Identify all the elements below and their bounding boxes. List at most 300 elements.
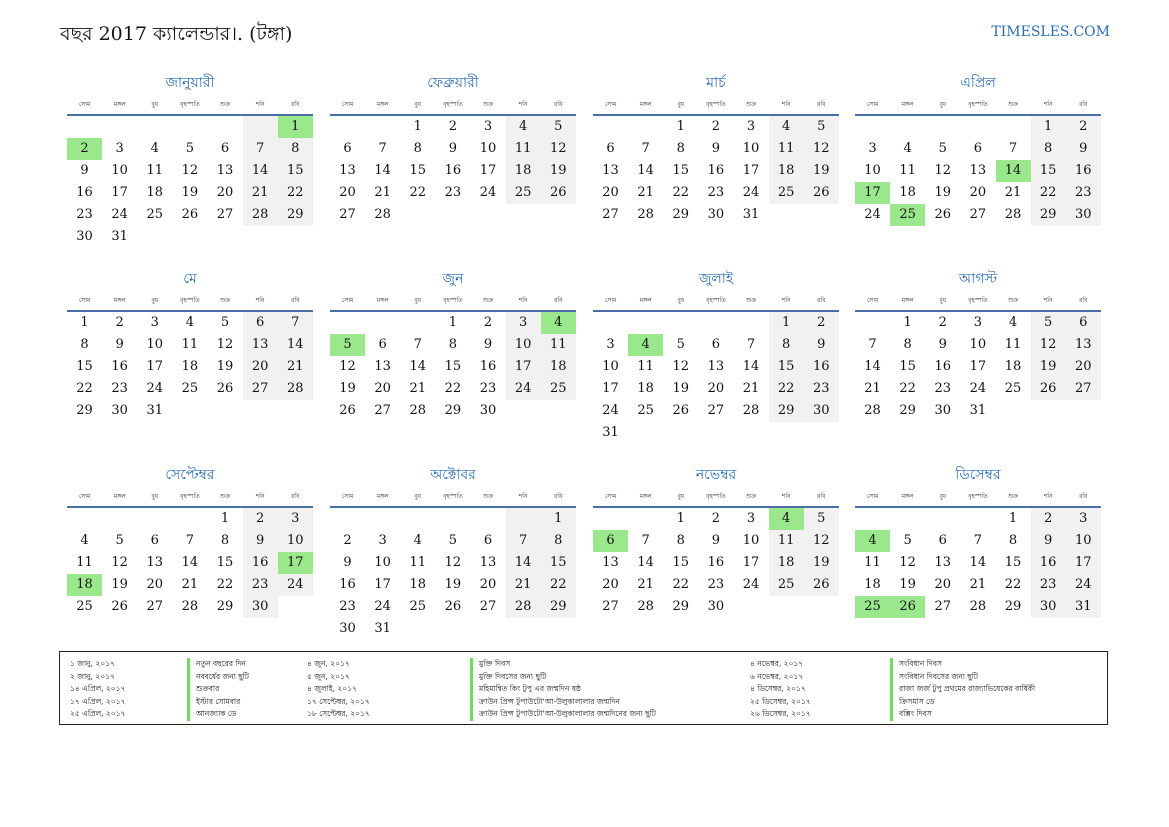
month-name: জানুয়ারী: [165, 75, 215, 91]
day-cell: 1: [541, 508, 576, 530]
day-cell: 20: [1066, 356, 1101, 378]
day-cell: 3: [868, 141, 877, 156]
day-cell: 2: [483, 315, 493, 330]
day-grid: [67, 312, 313, 422]
empty-cell: [890, 116, 925, 138]
month-block: [593, 70, 839, 226]
weekday-label: বুধ: [939, 297, 947, 304]
day-cell: 12: [1031, 334, 1066, 356]
day-cell: 27: [602, 207, 619, 222]
day-cell: 25: [769, 574, 804, 596]
day-cell: 12: [541, 138, 576, 160]
day-cell: 7: [378, 141, 387, 156]
day-cell: 15: [1031, 160, 1066, 182]
day-cell: 17: [969, 359, 987, 374]
day-cell: 14: [864, 359, 881, 374]
legend-dates-column: [307, 658, 370, 721]
day-grid: [855, 116, 1101, 226]
day-cell: 29: [769, 400, 804, 422]
day-cell: 1: [1008, 511, 1018, 526]
day-cell: 19: [804, 552, 839, 574]
day-cell: 12: [216, 337, 234, 352]
day-cell: 8: [541, 530, 576, 552]
day-cell: 24: [374, 599, 391, 614]
day-cell: 16: [1031, 552, 1066, 574]
day-cell: 13: [216, 163, 234, 178]
day-cell: 3: [973, 315, 983, 330]
day-cell: 24: [742, 577, 760, 592]
weekday-label: রবি: [1079, 101, 1088, 108]
weekday-label: শুক্র: [482, 297, 494, 304]
day-cell: 9: [483, 337, 493, 352]
month-name: ফেব্রুয়ারী: [427, 75, 479, 91]
month-block: [855, 70, 1101, 226]
weekday-label: মঙ্গল: [901, 493, 914, 500]
day-cell: 14: [506, 552, 541, 574]
day-cell: 20: [339, 185, 356, 200]
day-cell: 1: [220, 511, 230, 526]
weekday-label: বুধ: [414, 493, 422, 500]
legend-holiday-name: নতুন বছরের দিন: [187, 658, 249, 671]
day-cell: 15: [672, 555, 690, 570]
empty-cell: [628, 312, 663, 334]
weekday-label: বৃহস্পতি: [968, 493, 988, 500]
day-cell: 5: [448, 533, 458, 548]
month-name: জুলাই: [698, 271, 734, 287]
day-cell: 31: [742, 207, 760, 222]
weekday-label: বুধ: [939, 101, 947, 108]
day-cell: 27: [934, 599, 952, 614]
weekday-label: বুধ: [677, 493, 685, 500]
day-cell: 2: [243, 508, 278, 530]
day-cell: 1: [769, 312, 804, 334]
empty-cell: [102, 116, 137, 138]
day-cell: 8: [413, 141, 422, 156]
weekday-label: শুক্র: [219, 101, 231, 108]
weekday-label: সোম: [78, 493, 91, 500]
day-cell: 10: [111, 163, 128, 178]
empty-cell: [628, 508, 663, 530]
weekday-label: শনি: [781, 493, 791, 500]
weekday-label: শুক্র: [219, 493, 231, 500]
day-cell: 14: [243, 160, 278, 182]
holiday-legend: [59, 651, 1108, 725]
day-cell: 14: [969, 555, 987, 570]
weekday-label: রবি: [817, 101, 826, 108]
day-grid: [593, 508, 839, 618]
month-name: অক্টোবর: [430, 467, 476, 483]
empty-cell: [67, 116, 102, 138]
day-cell: 3: [278, 508, 313, 530]
day-cell: 7: [746, 337, 756, 352]
day-cell: 5: [804, 508, 839, 530]
legend-holiday-name: সংবিধান দিবস: [890, 658, 1035, 671]
weekday-label: মঙ্গল: [639, 297, 652, 304]
day-cell: 6: [483, 533, 493, 548]
day-cell: 30: [339, 621, 356, 636]
day-cell: 2: [67, 138, 102, 160]
day-cell: 10: [146, 337, 164, 352]
day-cell: 23: [243, 574, 278, 596]
month-block: [593, 462, 839, 618]
day-cell: 9: [938, 337, 947, 352]
day-cell: 30: [1066, 204, 1101, 226]
day-cell: 1: [413, 119, 422, 134]
day-cell: 31: [111, 229, 128, 244]
legend-names-column: [470, 658, 656, 721]
empty-cell: [628, 116, 663, 138]
day-cell: 27: [479, 599, 497, 614]
empty-cell: [400, 508, 435, 530]
day-cell: 4: [903, 141, 912, 156]
day-cell: 31: [602, 425, 619, 440]
empty-cell: [855, 116, 890, 138]
day-cell: 13: [339, 163, 356, 178]
day-cell: 28: [1004, 207, 1022, 222]
day-cell: 29: [541, 596, 576, 618]
day-cell: 3: [150, 315, 159, 330]
day-cell: 30: [934, 403, 952, 418]
weekday-header: [593, 488, 839, 508]
day-cell: 15: [444, 359, 462, 374]
day-cell: 22: [541, 574, 576, 596]
weekday-header: [330, 96, 576, 116]
empty-cell: [890, 508, 925, 530]
day-cell: 19: [541, 160, 576, 182]
month-name: মার্চ: [706, 75, 726, 91]
day-cell: 3: [746, 511, 756, 526]
empty-cell: [925, 508, 960, 530]
day-cell: 6: [220, 141, 230, 156]
day-cell: 29: [1031, 204, 1066, 226]
weekday-label: শুক্র: [745, 297, 757, 304]
day-cell: 5: [115, 533, 124, 548]
month-name: জুন: [442, 271, 464, 287]
day-cell: 5: [541, 116, 576, 138]
day-cell: 13: [602, 555, 619, 570]
day-cell: 17: [479, 163, 497, 178]
day-cell: 11: [506, 138, 541, 160]
day-cell: 20: [146, 577, 164, 592]
day-cell: 9: [711, 533, 721, 548]
day-grid: [593, 116, 839, 226]
day-cell: 19: [804, 160, 839, 182]
legend-date: ১৭ এপ্রিল, ২০১৭: [70, 696, 126, 706]
day-cell: 23: [479, 381, 497, 396]
day-cell: 27: [216, 207, 234, 222]
weekday-label: শনি: [255, 297, 265, 304]
day-cell: 18: [1004, 359, 1022, 374]
weekday-label: শুক্র: [219, 297, 231, 304]
day-cell: 11: [146, 163, 164, 178]
day-cell: 16: [111, 359, 128, 374]
day-grid: [330, 508, 576, 640]
day-cell: 22: [216, 577, 234, 592]
weekday-label: রবি: [1079, 493, 1088, 500]
day-cell: 16: [339, 577, 356, 592]
day-cell: 13: [146, 555, 164, 570]
day-cell: 10: [506, 334, 541, 356]
day-cell: 7: [413, 337, 422, 352]
day-cell: 21: [969, 577, 987, 592]
day-cell: 10: [742, 141, 760, 156]
day-cell: 13: [479, 555, 497, 570]
empty-cell: [593, 508, 628, 530]
day-cell: 7: [641, 141, 650, 156]
day-cell: 14: [637, 555, 654, 570]
day-cell: 5: [903, 533, 912, 548]
day-cell: 19: [1031, 356, 1066, 378]
legend-holiday-name: ইস্টার সোমবার: [187, 696, 249, 709]
day-cell: 18: [899, 185, 916, 200]
day-cell: 29: [899, 403, 916, 418]
weekday-label: মঙ্গল: [639, 493, 652, 500]
empty-cell: [172, 508, 207, 530]
weekday-label: বুধ: [414, 297, 422, 304]
day-grid: [330, 116, 576, 226]
day-cell: 11: [769, 530, 804, 552]
day-cell: 6: [938, 533, 947, 548]
day-cell: 16: [707, 163, 725, 178]
day-cell: 27: [707, 403, 725, 418]
day-cell: 5: [676, 337, 685, 352]
day-cell: 24: [111, 207, 128, 222]
weekday-label: সোম: [78, 297, 91, 304]
day-cell: 28: [181, 599, 199, 614]
day-cell: 24: [278, 574, 313, 596]
day-cell: 14: [996, 160, 1031, 182]
day-cell: 19: [444, 577, 462, 592]
month-block: [330, 70, 576, 226]
month-block: [67, 70, 313, 248]
day-cell: 6: [711, 337, 721, 352]
weekday-label: মঙ্গল: [901, 101, 914, 108]
day-cell: 5: [185, 141, 195, 156]
day-cell: 28: [742, 403, 760, 418]
day-cell: 8: [676, 533, 685, 548]
day-cell: 26: [444, 599, 462, 614]
weekday-label: শনি: [1043, 101, 1053, 108]
day-cell: 3: [378, 533, 387, 548]
day-cell: 30: [707, 207, 725, 222]
legend-holiday-name: ক্রাউন প্রিন্স টুপাউটো'আ-উলুকালালার জন্মদিনের জন্য ছুটি: [470, 708, 656, 721]
day-cell: 15: [1004, 555, 1022, 570]
day-cell: 18: [146, 185, 164, 200]
day-cell: 5: [330, 334, 365, 356]
day-cell: 24: [742, 185, 760, 200]
day-cell: 1: [903, 315, 912, 330]
weekday-label: বুধ: [151, 493, 159, 500]
day-cell: 4: [185, 315, 195, 330]
weekday-label: সোম: [866, 101, 879, 108]
weekday-label: রবি: [554, 297, 563, 304]
day-cell: 17: [602, 381, 619, 396]
day-grid: [330, 312, 576, 422]
day-cell: 11: [76, 555, 93, 570]
legend-date: ১৭ সেপ্টেম্বর, ২০১৭: [307, 696, 370, 706]
day-cell: 7: [868, 337, 877, 352]
day-cell: 26: [804, 182, 839, 204]
empty-cell: [400, 312, 435, 334]
day-cell: 11: [409, 555, 427, 570]
empty-cell: [663, 312, 698, 334]
day-cell: 23: [111, 381, 128, 396]
day-cell: 18: [409, 577, 427, 592]
legend-date: ২৬ ডিসেম্বর, ২০১৭: [750, 709, 811, 719]
day-cell: 7: [1008, 141, 1018, 156]
day-cell: 2: [1031, 508, 1066, 530]
weekday-header: [593, 96, 839, 116]
day-cell: 21: [506, 574, 541, 596]
day-cell: 18: [769, 160, 804, 182]
day-cell: 20: [216, 185, 234, 200]
day-cell: 28: [637, 207, 654, 222]
weekday-header: [67, 292, 313, 312]
day-cell: 31: [146, 403, 164, 418]
day-cell: 12: [672, 359, 690, 374]
day-cell: 6: [150, 533, 159, 548]
day-cell: 27: [602, 599, 619, 614]
day-cell: 6: [243, 312, 278, 334]
day-cell: 2: [1066, 116, 1101, 138]
legend-holiday-name: শুক্রবার: [187, 683, 249, 696]
weekday-label: বৃহস্পতি: [443, 101, 463, 108]
day-cell: 20: [707, 381, 725, 396]
day-cell: 17: [146, 359, 164, 374]
day-cell: 5: [804, 116, 839, 138]
legend-names-column: [890, 658, 1035, 721]
day-cell: 18: [769, 552, 804, 574]
day-cell: 4: [1008, 315, 1018, 330]
day-cell: 20: [969, 185, 987, 200]
day-cell: 21: [243, 182, 278, 204]
day-cell: 15: [216, 555, 234, 570]
day-cell: 28: [864, 403, 881, 418]
day-cell: 20: [934, 577, 952, 592]
day-cell: 9: [804, 334, 839, 356]
day-cell: 15: [899, 359, 916, 374]
weekday-label: রবি: [554, 493, 563, 500]
day-cell: 28: [969, 599, 987, 614]
month-block: [593, 266, 839, 444]
weekday-label: সোম: [341, 101, 354, 108]
day-cell: 12: [804, 530, 839, 552]
day-cell: 10: [602, 359, 619, 374]
day-cell: 8: [769, 334, 804, 356]
month-name: মে: [183, 271, 197, 287]
legend-date: ১৮ সেপ্টেম্বর, ২০১৭: [307, 709, 370, 719]
day-cell: 11: [1004, 337, 1022, 352]
weekday-label: সোম: [341, 493, 354, 500]
day-cell: 13: [374, 359, 391, 374]
day-cell: 9: [1031, 530, 1066, 552]
day-cell: 17: [1066, 552, 1101, 574]
day-cell: 26: [804, 574, 839, 596]
day-cell: 4: [541, 312, 576, 334]
day-cell: 12: [804, 138, 839, 160]
day-cell: 28: [243, 204, 278, 226]
weekday-label: বৃহস্পতি: [968, 101, 988, 108]
day-cell: 9: [1066, 138, 1101, 160]
day-cell: 21: [742, 381, 760, 396]
day-cell: 14: [742, 359, 760, 374]
day-cell: 24: [602, 403, 619, 418]
day-cell: 8: [1008, 533, 1018, 548]
day-cell: 21: [374, 185, 391, 200]
day-cell: 24: [506, 378, 541, 400]
day-cell: 26: [216, 381, 234, 396]
day-cell: 7: [243, 138, 278, 160]
weekday-label: বুধ: [939, 493, 947, 500]
day-cell: 30: [1031, 596, 1066, 618]
day-cell: 25: [855, 596, 890, 618]
day-cell: 6: [1066, 312, 1101, 334]
day-cell: 26: [339, 403, 356, 418]
day-cell: 19: [181, 185, 199, 200]
weekday-label: বৃহস্পতি: [180, 297, 200, 304]
day-cell: 8: [80, 337, 89, 352]
day-cell: 28: [374, 207, 391, 222]
weekday-label: বুধ: [677, 297, 685, 304]
day-cell: 27: [339, 207, 356, 222]
weekday-label: বৃহস্পতি: [706, 493, 726, 500]
day-cell: 20: [374, 381, 391, 396]
day-cell: 9: [243, 530, 278, 552]
day-cell: 23: [76, 207, 93, 222]
day-cell: 16: [243, 552, 278, 574]
day-cell: 25: [506, 182, 541, 204]
day-cell: 12: [899, 555, 916, 570]
day-cell: 26: [934, 207, 952, 222]
day-cell: 29: [1004, 599, 1022, 614]
day-cell: 2: [938, 315, 947, 330]
day-cell: 9: [115, 337, 124, 352]
empty-cell: [593, 312, 628, 334]
weekday-label: বুধ: [151, 297, 159, 304]
day-cell: 8: [1031, 138, 1066, 160]
day-cell: 15: [541, 552, 576, 574]
day-cell: 26: [672, 403, 690, 418]
day-cell: 23: [804, 378, 839, 400]
empty-cell: [243, 116, 278, 138]
day-cell: 21: [637, 577, 654, 592]
legend-date: ১ জানু, ২০১৭: [70, 659, 115, 668]
weekday-label: শুক্র: [745, 493, 757, 500]
day-cell: 22: [672, 577, 690, 592]
site-link[interactable]: TIMESLES.COM: [991, 24, 1110, 40]
weekday-label: রবি: [1079, 297, 1088, 304]
day-cell: 17: [742, 555, 760, 570]
weekday-header: [330, 488, 576, 508]
day-cell: 16: [934, 359, 952, 374]
day-cell: 21: [864, 381, 881, 396]
empty-cell: [330, 312, 365, 334]
day-cell: 12: [111, 555, 128, 570]
day-cell: 8: [903, 337, 912, 352]
empty-cell: [137, 508, 172, 530]
day-cell: 2: [115, 315, 124, 330]
day-cell: 29: [216, 599, 234, 614]
day-cell: 21: [181, 577, 199, 592]
day-cell: 2: [343, 533, 352, 548]
day-cell: 11: [769, 138, 804, 160]
weekday-label: শুক্র: [745, 101, 757, 108]
day-cell: 25: [541, 378, 576, 400]
empty-cell: [365, 116, 400, 138]
day-cell: 16: [479, 359, 497, 374]
day-cell: 25: [1004, 381, 1022, 396]
day-cell: 11: [541, 334, 576, 356]
